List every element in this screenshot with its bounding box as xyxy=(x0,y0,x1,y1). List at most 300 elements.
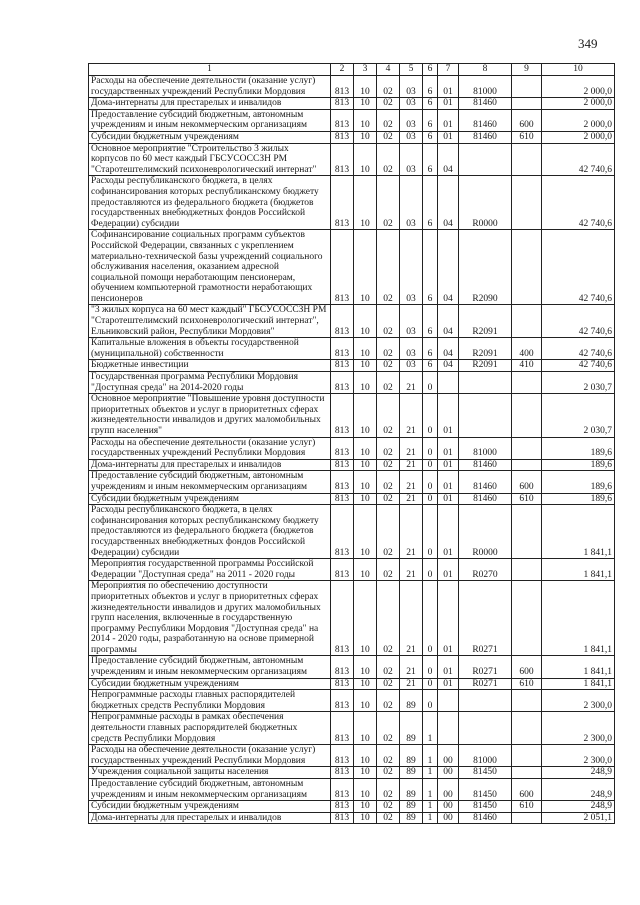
table-row xyxy=(89,801,615,813)
row-code: 02 xyxy=(377,360,400,372)
row-description: Дома-интернаты для престарелых и инвалидов xyxy=(89,812,331,824)
row-code: 813 xyxy=(331,109,354,131)
column-header: 9 xyxy=(512,64,542,76)
row-code: 813 xyxy=(331,690,354,712)
row-description: Предоставление субсидий бюджетным, автономным учреждениям и иным некоммерческим организациям xyxy=(89,656,331,678)
row-code xyxy=(438,372,459,394)
row-description: Субсидии бюджетным учреждениям xyxy=(89,493,331,505)
row-code: 10 xyxy=(354,745,377,767)
column-header: 3 xyxy=(354,64,377,76)
row-amount: 2 030,7 xyxy=(542,394,615,437)
row-code: 04 xyxy=(438,143,459,176)
column-header: 2 xyxy=(331,64,354,76)
table-row xyxy=(89,176,615,230)
row-code: R0000 xyxy=(459,505,512,559)
row-amount: 42 740,6 xyxy=(542,230,615,305)
row-code: R0270 xyxy=(459,559,512,581)
table-header xyxy=(89,64,615,76)
row-code: 02 xyxy=(377,812,400,824)
row-code: 03 xyxy=(400,143,423,176)
budget-table xyxy=(88,63,615,824)
row-code: 21 xyxy=(400,493,423,505)
row-code: 410 xyxy=(512,360,542,372)
row-code xyxy=(512,581,542,656)
row-code: 813 xyxy=(331,471,354,493)
row-code: 1 xyxy=(423,801,438,813)
row-code: 10 xyxy=(354,230,377,305)
row-description: Основное мероприятие "Повышение уровня доступности приоритетных объектов и услуг в приоритетных сферах жизнедеятельности инвалидов и других маломобильных групп населения" xyxy=(89,394,331,437)
row-code: 813 xyxy=(331,360,354,372)
row-code: 89 xyxy=(400,712,423,745)
row-code: 21 xyxy=(400,372,423,394)
row-code: 02 xyxy=(377,109,400,131)
row-code: 02 xyxy=(377,437,400,459)
row-code: 10 xyxy=(354,109,377,131)
row-description: Мероприятия по обеспечению доступности приоритетных объектов и услуг в приоритетных сферах жизнедеятельности инвалидов и других маломобильных групп населения, включенные в государственную программу Республики Мордовия "Доступная среда" на 2014 - 2020 годы, разработанную на основе примерной программы xyxy=(89,581,331,656)
row-code: 02 xyxy=(377,581,400,656)
table-row xyxy=(89,76,615,98)
row-code: 813 xyxy=(331,437,354,459)
row-code: 10 xyxy=(354,505,377,559)
row-code: 81460 xyxy=(459,109,512,131)
row-code: 81460 xyxy=(459,459,512,471)
table-row xyxy=(89,656,615,678)
row-code: 02 xyxy=(377,338,400,360)
row-amount: 42 740,6 xyxy=(542,176,615,230)
row-code: 02 xyxy=(377,745,400,767)
row-code: 02 xyxy=(377,459,400,471)
row-code: 1 xyxy=(423,812,438,824)
row-code xyxy=(438,712,459,745)
row-code: 00 xyxy=(438,812,459,824)
row-code: 6 xyxy=(423,131,438,143)
row-code xyxy=(512,690,542,712)
row-code: 610 xyxy=(512,493,542,505)
row-code: 6 xyxy=(423,109,438,131)
table-row xyxy=(89,493,615,505)
row-code: 610 xyxy=(512,678,542,690)
row-description: Расходы на обеспечение деятельности (оказание услуг) государственных учреждений Республики Мордовия xyxy=(89,745,331,767)
row-code: 04 xyxy=(438,230,459,305)
row-code: R2091 xyxy=(459,305,512,338)
header-row xyxy=(89,64,615,76)
row-code: 02 xyxy=(377,505,400,559)
row-code: R0271 xyxy=(459,656,512,678)
row-code: 10 xyxy=(354,98,377,110)
row-description: Расходы на обеспечение деятельности (оказание услуг) государственных учреждений Республики Мордовия xyxy=(89,76,331,98)
row-code: 600 xyxy=(512,109,542,131)
row-code: 01 xyxy=(438,437,459,459)
row-code: 813 xyxy=(331,767,354,779)
row-amount: 42 740,6 xyxy=(542,305,615,338)
row-code: 81000 xyxy=(459,745,512,767)
row-code: 610 xyxy=(512,131,542,143)
row-code: 6 xyxy=(423,230,438,305)
row-amount: 1 841,1 xyxy=(542,581,615,656)
row-code: 813 xyxy=(331,394,354,437)
row-code: 03 xyxy=(400,230,423,305)
row-code: 813 xyxy=(331,801,354,813)
row-code: 10 xyxy=(354,143,377,176)
row-code: 10 xyxy=(354,690,377,712)
row-amount: 1 841,1 xyxy=(542,678,615,690)
row-code: 04 xyxy=(438,305,459,338)
table-row xyxy=(89,131,615,143)
row-code: 02 xyxy=(377,143,400,176)
row-code: 81450 xyxy=(459,767,512,779)
row-code: 02 xyxy=(377,767,400,779)
row-code: 0 xyxy=(423,656,438,678)
row-description: Капитальные вложения в объекты государственной (муниципальной) собственности xyxy=(89,338,331,360)
row-code: 10 xyxy=(354,360,377,372)
row-description: Непрограммные расходы в рамках обеспечения деятельности главных распорядителей бюджетных средств Республики Мордовия xyxy=(89,712,331,745)
row-code: 04 xyxy=(438,360,459,372)
row-code: 01 xyxy=(438,459,459,471)
row-code: 03 xyxy=(400,109,423,131)
row-code: 00 xyxy=(438,801,459,813)
row-code: 02 xyxy=(377,394,400,437)
table-row xyxy=(89,767,615,779)
row-amount: 1 841,1 xyxy=(542,656,615,678)
row-code xyxy=(512,712,542,745)
row-code: 0 xyxy=(423,678,438,690)
row-code xyxy=(459,690,512,712)
row-code: 1 xyxy=(423,779,438,801)
row-code: 0 xyxy=(423,459,438,471)
row-description: Предоставление субсидий бюджетным, автономным учреждениям и иным некоммерческим организациям xyxy=(89,471,331,493)
row-code: 6 xyxy=(423,143,438,176)
row-code: R0271 xyxy=(459,678,512,690)
row-amount: 2 000,0 xyxy=(542,98,615,110)
row-code: 10 xyxy=(354,493,377,505)
row-code xyxy=(512,745,542,767)
row-code: 813 xyxy=(331,678,354,690)
row-code: 1 xyxy=(423,767,438,779)
row-code: 10 xyxy=(354,712,377,745)
row-code: 02 xyxy=(377,690,400,712)
row-description: Расходы республиканского бюджета, в целях софинансирования которых республиканскому бюджету предоставляются из федерального бюджета (бюджетов государственных внебюджетных фондов Российской Федерации) субсидии xyxy=(89,505,331,559)
row-code: 21 xyxy=(400,559,423,581)
row-code: 813 xyxy=(331,745,354,767)
row-description: Расходы республиканского бюджета, в целях софинансирования которых республиканскому бюджету предоставляются из федерального бюджета (бюджетов государственных внебюджетных фондов Российской Федерации) субсидии xyxy=(89,176,331,230)
table-row xyxy=(89,779,615,801)
row-code xyxy=(512,559,542,581)
row-code: 813 xyxy=(331,779,354,801)
table-row xyxy=(89,690,615,712)
row-description: Основное мероприятие "Строительство 3 жилых корпусов по 60 мест каждый ГБСУСОССЗН РМ "Старотештелимский психоневрологический интернат" xyxy=(89,143,331,176)
row-code: 03 xyxy=(400,98,423,110)
row-code xyxy=(512,437,542,459)
row-code: 10 xyxy=(354,76,377,98)
row-amount: 2 051,1 xyxy=(542,812,615,824)
row-code: 813 xyxy=(331,459,354,471)
row-description: Непрограммные расходы главных распорядителей бюджетных средств Республики Мордовия xyxy=(89,690,331,712)
row-code: 6 xyxy=(423,305,438,338)
table-row xyxy=(89,437,615,459)
row-amount: 2 000,0 xyxy=(542,109,615,131)
row-description: Субсидии бюджетным учреждениям xyxy=(89,678,331,690)
row-code: 10 xyxy=(354,437,377,459)
column-header: 1 xyxy=(89,64,331,76)
row-code: 81000 xyxy=(459,76,512,98)
row-amount: 1 841,1 xyxy=(542,505,615,559)
row-code: 813 xyxy=(331,131,354,143)
row-code: 03 xyxy=(400,131,423,143)
row-code xyxy=(512,812,542,824)
row-code xyxy=(512,394,542,437)
table-row xyxy=(89,812,615,824)
row-code: 10 xyxy=(354,812,377,824)
row-code: 21 xyxy=(400,437,423,459)
table-row xyxy=(89,109,615,131)
page-number: 349 xyxy=(578,36,598,51)
column-header: 4 xyxy=(377,64,400,76)
row-code: 21 xyxy=(400,656,423,678)
row-code: 813 xyxy=(331,712,354,745)
row-code: 00 xyxy=(438,767,459,779)
table-row xyxy=(89,372,615,394)
row-description: Субсидии бюджетным учреждениям xyxy=(89,131,331,143)
row-code: 0 xyxy=(423,505,438,559)
row-code xyxy=(512,505,542,559)
row-code xyxy=(512,305,542,338)
row-amount: 189,6 xyxy=(542,437,615,459)
row-description: Государственная программа Республики Мордовия "Доступная среда" на 2014-2020 годы xyxy=(89,372,331,394)
row-code: 03 xyxy=(400,360,423,372)
row-description: Дома-интернаты для престарелых и инвалидов xyxy=(89,459,331,471)
row-code: 1 xyxy=(423,745,438,767)
row-amount: 189,6 xyxy=(542,471,615,493)
row-code: 6 xyxy=(423,76,438,98)
row-code: 0 xyxy=(423,690,438,712)
table-row xyxy=(89,678,615,690)
table-row xyxy=(89,143,615,176)
row-code xyxy=(512,372,542,394)
row-code xyxy=(459,372,512,394)
row-code: 81460 xyxy=(459,493,512,505)
row-code: 813 xyxy=(331,76,354,98)
row-code: 0 xyxy=(423,559,438,581)
row-amount: 2 300,0 xyxy=(542,712,615,745)
row-code: 01 xyxy=(438,678,459,690)
row-code: 10 xyxy=(354,459,377,471)
row-code: 89 xyxy=(400,767,423,779)
row-amount: 42 740,6 xyxy=(542,143,615,176)
row-code: 02 xyxy=(377,76,400,98)
row-description: Мероприятия государственной программы Российской Федерации "Доступная среда" на 2011 - 2020 годы xyxy=(89,559,331,581)
row-description: Расходы на обеспечение деятельности (оказание услуг) государственных учреждений Республики Мордовия xyxy=(89,437,331,459)
row-code: 10 xyxy=(354,581,377,656)
row-code: 1 xyxy=(423,712,438,745)
row-description: Софинансирование социальных программ субъектов Российской Федерации, связанных с укреплением материально-технической базы учреждений социального обслуживания населения, оказанием адресной социальной помощи неработающим пенсионерам, обучением компьютерной грамотности неработающих пенсионеров xyxy=(89,230,331,305)
row-code: 21 xyxy=(400,678,423,690)
row-code: 89 xyxy=(400,812,423,824)
row-code: 6 xyxy=(423,338,438,360)
row-description: Бюджетные инвестиции xyxy=(89,360,331,372)
row-code: 10 xyxy=(354,176,377,230)
row-code: 03 xyxy=(400,305,423,338)
row-code: 01 xyxy=(438,581,459,656)
row-code: 600 xyxy=(512,471,542,493)
row-code: 813 xyxy=(331,493,354,505)
row-code: 0 xyxy=(423,471,438,493)
row-amount: 1 841,1 xyxy=(542,559,615,581)
row-code: 81460 xyxy=(459,98,512,110)
row-amount: 248,9 xyxy=(542,801,615,813)
column-header: 5 xyxy=(400,64,423,76)
row-code: 600 xyxy=(512,656,542,678)
row-code: 01 xyxy=(438,131,459,143)
row-code: 6 xyxy=(423,176,438,230)
row-code: 10 xyxy=(354,678,377,690)
row-code: 813 xyxy=(331,305,354,338)
table-row xyxy=(89,305,615,338)
row-code: 01 xyxy=(438,98,459,110)
row-code xyxy=(512,767,542,779)
row-code: 813 xyxy=(331,143,354,176)
row-code: 10 xyxy=(354,559,377,581)
row-code: 02 xyxy=(377,176,400,230)
row-code: 89 xyxy=(400,745,423,767)
row-code: 03 xyxy=(400,338,423,360)
row-code: 81450 xyxy=(459,801,512,813)
row-description: "3 жилых корпуса на 60 мест каждый" ГБСУСОССЗН РМ "Старотештелимский психоневрологический интернат", Ельниковский район, Республики Мордовия" xyxy=(89,305,331,338)
row-code: 01 xyxy=(438,493,459,505)
row-code xyxy=(459,143,512,176)
row-code: 610 xyxy=(512,801,542,813)
row-code: 813 xyxy=(331,505,354,559)
row-code: 400 xyxy=(512,338,542,360)
row-description: Предоставление субсидий бюджетным, автономным учреждениям и иным некоммерческим организациям xyxy=(89,779,331,801)
row-description: Субсидии бюджетным учреждениям xyxy=(89,801,331,813)
row-code: 10 xyxy=(354,131,377,143)
row-code: 81000 xyxy=(459,437,512,459)
row-code: R2090 xyxy=(459,230,512,305)
table-row xyxy=(89,745,615,767)
row-code: 00 xyxy=(438,745,459,767)
row-code: 813 xyxy=(331,581,354,656)
row-code: 813 xyxy=(331,338,354,360)
row-code: 01 xyxy=(438,471,459,493)
row-amount: 2 300,0 xyxy=(542,745,615,767)
table-row xyxy=(89,360,615,372)
row-code: 89 xyxy=(400,690,423,712)
row-description: Дома-интернаты для престарелых и инвалидов xyxy=(89,98,331,110)
row-code: 10 xyxy=(354,471,377,493)
row-code: 10 xyxy=(354,372,377,394)
row-code: 10 xyxy=(354,801,377,813)
row-code: 6 xyxy=(423,360,438,372)
row-code: 81460 xyxy=(459,812,512,824)
row-code: 10 xyxy=(354,779,377,801)
table-row xyxy=(89,471,615,493)
row-code: 10 xyxy=(354,767,377,779)
row-code: R0271 xyxy=(459,581,512,656)
row-amount: 2 300,0 xyxy=(542,690,615,712)
row-code: 02 xyxy=(377,493,400,505)
row-code: 01 xyxy=(438,505,459,559)
column-header: 7 xyxy=(438,64,459,76)
row-code: 04 xyxy=(438,176,459,230)
table-row xyxy=(89,505,615,559)
row-code: 600 xyxy=(512,779,542,801)
row-amount: 248,9 xyxy=(542,779,615,801)
row-code: 813 xyxy=(331,230,354,305)
row-code: 02 xyxy=(377,678,400,690)
row-code: 6 xyxy=(423,98,438,110)
row-code: 02 xyxy=(377,471,400,493)
row-code: 02 xyxy=(377,801,400,813)
row-code: 89 xyxy=(400,801,423,813)
row-code: 10 xyxy=(354,305,377,338)
row-code: 02 xyxy=(377,779,400,801)
row-code: 21 xyxy=(400,581,423,656)
row-code: 02 xyxy=(377,559,400,581)
row-code: 10 xyxy=(354,338,377,360)
row-code: 81460 xyxy=(459,131,512,143)
row-code: 01 xyxy=(438,656,459,678)
row-code xyxy=(438,690,459,712)
row-code: 04 xyxy=(438,338,459,360)
row-amount: 2 030,7 xyxy=(542,372,615,394)
row-code: 0 xyxy=(423,493,438,505)
row-description: Учреждения социальной защиты населения xyxy=(89,767,331,779)
column-header: 8 xyxy=(459,64,512,76)
row-code: 813 xyxy=(331,98,354,110)
row-code: 10 xyxy=(354,656,377,678)
row-code: 03 xyxy=(400,176,423,230)
row-code: 00 xyxy=(438,779,459,801)
row-code xyxy=(512,98,542,110)
column-header: 10 xyxy=(542,64,615,76)
table-row xyxy=(89,712,615,745)
row-code: 813 xyxy=(331,176,354,230)
row-code: 813 xyxy=(331,812,354,824)
table-row xyxy=(89,98,615,110)
row-description: Предоставление субсидий бюджетным, автономным учреждениям и иным некоммерческим организациям xyxy=(89,109,331,131)
row-code: 813 xyxy=(331,656,354,678)
row-amount: 189,6 xyxy=(542,493,615,505)
row-code xyxy=(512,459,542,471)
row-code: R2091 xyxy=(459,360,512,372)
row-code xyxy=(512,76,542,98)
row-code: 02 xyxy=(377,305,400,338)
row-code: 0 xyxy=(423,394,438,437)
row-code xyxy=(512,143,542,176)
row-code: 02 xyxy=(377,712,400,745)
row-code: 01 xyxy=(438,109,459,131)
row-amount: 248,9 xyxy=(542,767,615,779)
row-code xyxy=(459,712,512,745)
table-row xyxy=(89,230,615,305)
row-code: 02 xyxy=(377,98,400,110)
row-code: 21 xyxy=(400,394,423,437)
row-code: R2091 xyxy=(459,338,512,360)
row-code: 03 xyxy=(400,76,423,98)
row-code xyxy=(459,394,512,437)
row-code: 813 xyxy=(331,372,354,394)
row-code: 0 xyxy=(423,437,438,459)
row-code: 02 xyxy=(377,230,400,305)
row-code: 81450 xyxy=(459,779,512,801)
row-code: 21 xyxy=(400,471,423,493)
table-row xyxy=(89,338,615,360)
row-code: 02 xyxy=(377,131,400,143)
row-code xyxy=(512,230,542,305)
row-code: 02 xyxy=(377,372,400,394)
row-code: 813 xyxy=(331,559,354,581)
row-code: 81460 xyxy=(459,471,512,493)
